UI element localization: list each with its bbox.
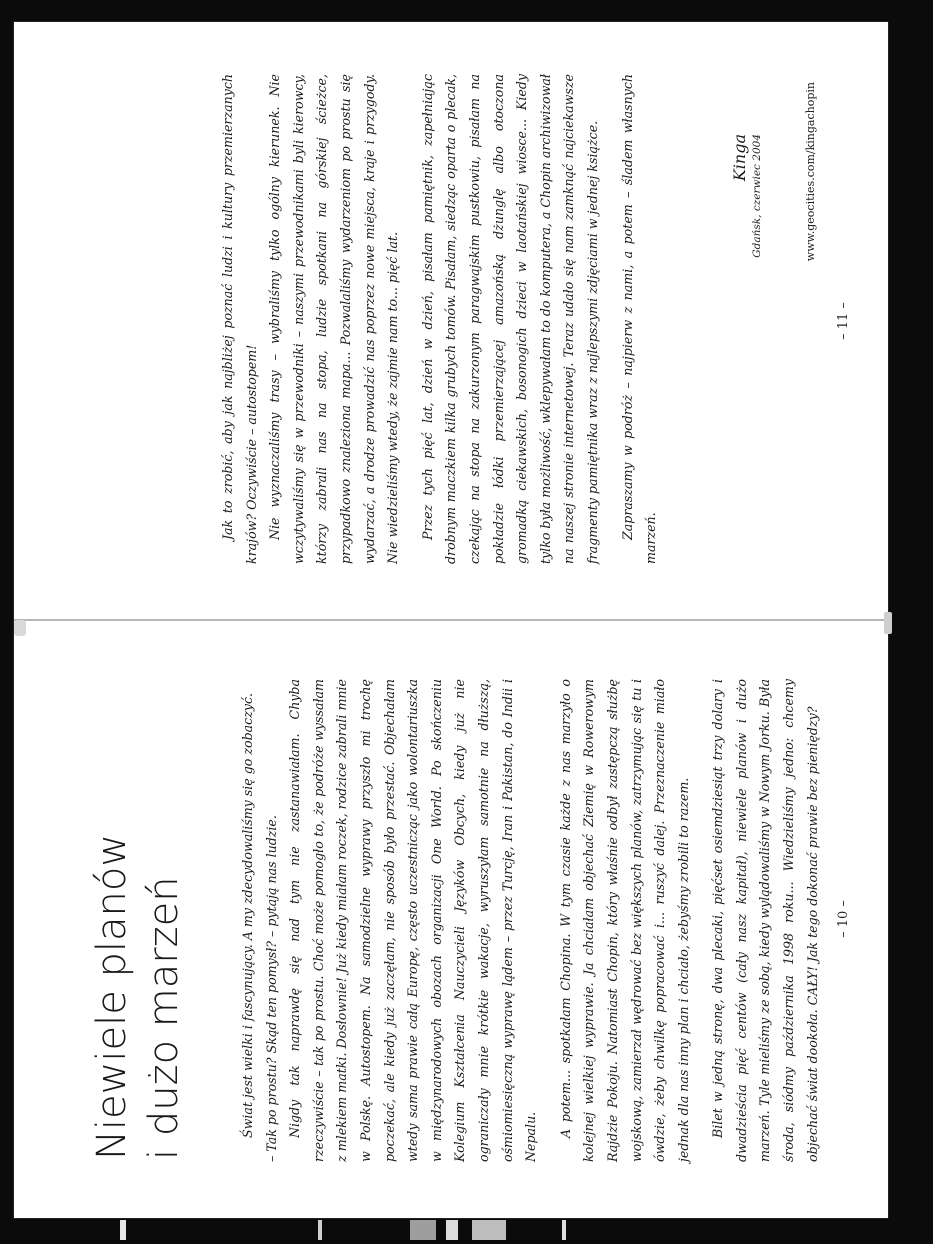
page-number: – 11 – [836, 302, 851, 340]
scanned-sheet [14, 22, 888, 1218]
binding-mark [884, 612, 892, 634]
website-url: www.geocities.com/kingachopin [804, 82, 817, 262]
left-page [14, 620, 888, 1218]
chapter-title-line-2: i dużo marzeń [141, 876, 187, 1160]
chapter-title-line-1: Niewiele planów [89, 833, 135, 1160]
signature-place: Gdańsk, czerwiec 2004 [751, 134, 763, 258]
paragraph: Jak to zrobić, aby jak najbliżej poznać ludzi i kultury przemierzanych krajów? Oczywiście – autostopem! [220, 74, 259, 564]
paragraph: Nie wyznaczaliśmy trasy – wybraliśmy tylko ogólny kierunek. Nie wczytywaliśmy się w przewodniki – naszymi przewodnikami byli kierowcy, którzy zabrali nas na stopa, ludzie spotkani na górskiej ścieżce, przypadkowo znaleziona mapa... Pozwalaliśmy wydarzeniom po prostu się wydarzać, a drodze prowadzić nas poprzez nowe miejsca, kraje i przygody. Nie wiedzieliśmy wtedy, że zajmie nam to... pięć lat. [267, 74, 401, 564]
paragraph: Nigdy tak naprawdę się nad tym nie zastanawiałam. Chyba rzeczywiście – tak po prostu. Choć może pomogło to, że podróże wyssałam z mlekiem matki. Dosłownie! Już kiedy miałam roczek, rodzice zabrali mnie w Polskę. Autostopem. Na samodzielne wyprawy przyszło mi trochę poczekać, ale kiedy już zaczęłam, nie sposób było przestać. Objechałam wtedy sama prawie całą Europę, często uczestnicząc jako wolontariuszka w międzynarodowych obozach organizacji One World. Po skończeniu Kolegium Kształcenia Nauczycieli Języków Obcych, kiedy już nie ograniczały mnie krótkie wakacje, wyruszyłam samotnie na dłuższą, ośmiomiesięczną wyprawę lądem – przez Turcję, Iran i Pakistan, do Indii i Nepalu. [287, 679, 539, 1162]
right-text-column [216, 74, 663, 564]
paragraph: A potem... spotkałam Chopina. W tym czasie każde z nas marzyło o kolejnej wielkiej wyprawie. Ja chciałam objechać Ziemię w Rowerowym Rajdzie Pokoju. Natomiast Chopin, który właśnie odbył zastępczą służbę wojskową, zamierzał wędrować bez większych planów, zatrzymując się tu i ówdzie, żeby chwilkę popracować i... ruszyć dalej. Przeznaczenie miało jednak dla nas inny plan i chciało, żebyśmy zrobili to razem. [557, 679, 691, 1162]
page-number: – 10 – [836, 900, 851, 938]
scan-edge-marks [100, 1218, 600, 1244]
paragraph: Świat jest wielki i fascynujący. A my zdecydowaliśmy się go zobaczyć. [240, 692, 255, 1138]
book-spread [14, 22, 888, 1218]
left-text-column [236, 679, 824, 1162]
chapter-title [86, 834, 190, 1160]
binding-mark [14, 620, 26, 636]
paragraph: Zapraszamy w podróż – najpierw z nami, a potem – śladem własnych marzeń. [619, 74, 659, 564]
right-page [14, 22, 888, 620]
paragraph: Przez tych pięć lat, dzień w dzień, pisałam pamiętnik, zapełniając drobnym maczkiem kilka grubych tomów. Pisałam, siedząc oparta o plecak, czekając na stopa na zakurzonym paragwajskim pustkowiu, pisałam na pokładzie łódki przemierzającej amazońską dżunglę albo otoczona gromadką ciekawskich, bosonogich dzieci w laotańskiej wiosce... Kiedy tylko była możliwość, wklepywałam to do komputera, a Chopin archiwizował na naszej stronie internetowej. Teraz udało się nam zamknąć najciekawsze fragmenty pamiętnika wraz z najlepszymi zdjęciami w jednej książce. [419, 73, 600, 564]
signature [730, 134, 763, 258]
signature-name: Kinga [730, 134, 749, 182]
paragraph: – Tak po prostu? Skąd ten pomysł? – pytają nas ludzie. [263, 815, 279, 1162]
paragraph: Bilet w jedną stronę, dwa plecaki, pięćset osiemdziesiąt trzy dolary i dwadzieścia pięć centów (cały nasz kapitał), niewiele planów i dużo marzeń. Tyle mieliśmy ze sobą, kiedy wylądowaliśmy w Nowym Jorku. Była środa, siódmy października 1998 roku... Wiedzieliśmy jedno: chcemy objechać świat dookoła. CAŁY! Jak tego dokonać prawie bez pieniędzy? [710, 679, 820, 1162]
